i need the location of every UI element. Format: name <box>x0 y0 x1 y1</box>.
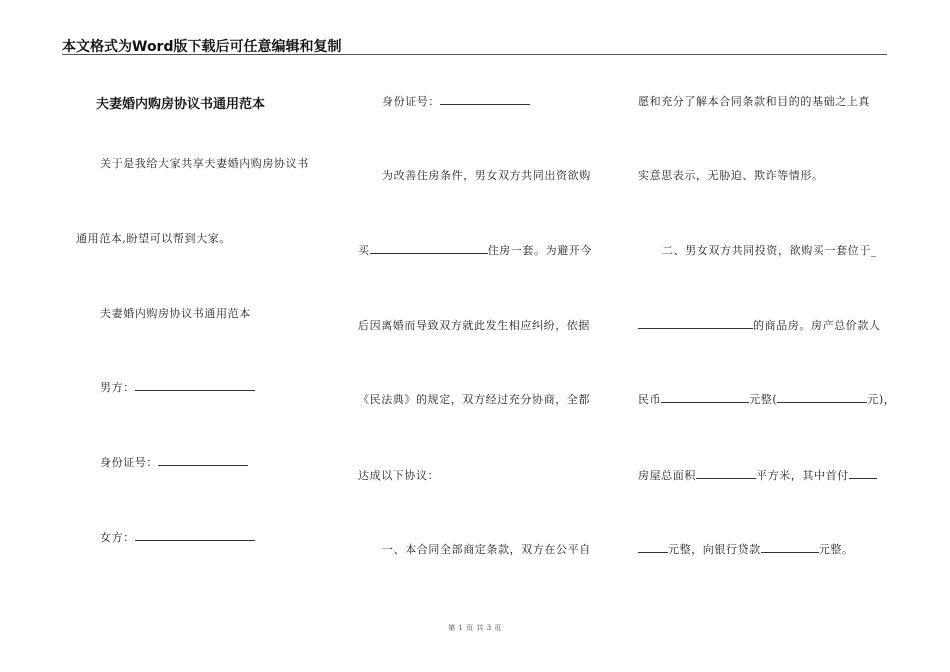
clause-2-line-2 <box>638 317 881 333</box>
para-line-5: 达成以下协议： <box>358 469 440 482</box>
man-id-field <box>100 454 248 470</box>
buy-text: 买 <box>358 244 370 257</box>
down-payment-blank-2 <box>638 542 668 553</box>
woman-id-field <box>382 93 530 109</box>
location-blank <box>638 318 753 329</box>
loan-blank <box>761 542 819 553</box>
man-field <box>100 379 255 395</box>
buy-text-end: 住房一套。为避开今 <box>487 244 593 257</box>
man-id-label: 身份证号： <box>100 456 158 469</box>
price-digit-blank <box>777 392 867 403</box>
clause-1-line-3: 实意思表示，无胁迫、欺诈等情形。 <box>638 169 824 182</box>
man-id-blank <box>158 455 248 466</box>
address-blank <box>370 243 488 254</box>
document-header: 本文格式为Word版下载后可任意编辑和复制 <box>62 39 342 55</box>
header-rule <box>62 54 887 55</box>
subtitle: 夫妻婚内购房协议书通用范本 <box>100 307 251 320</box>
man-blank <box>135 380 255 391</box>
intro-line-2: 通用范本,盼望可以帮到大家。 <box>76 232 231 245</box>
loan-label: 元整，向银行贷款 <box>668 543 761 556</box>
clause-1-start: 一、本合同全部商定条款，双方在公平自 <box>382 543 591 556</box>
area-label: 房屋总面积 <box>638 469 696 482</box>
man-label: 男方： <box>100 381 135 394</box>
woman-label: 女方： <box>100 531 135 544</box>
clause-2-line-1 <box>662 242 877 258</box>
clause-2-line-5 <box>638 541 854 557</box>
clause-2-trailing: _ <box>870 244 877 257</box>
woman-id-blank <box>440 94 530 105</box>
clause-2-text: 二、男女双方共同投资，欲购买一套位于 <box>662 244 871 257</box>
loan-unit: 元整。 <box>818 543 854 556</box>
price-unit: 元整( <box>749 393 778 406</box>
down-payment-blank <box>849 468 877 479</box>
down-payment-label: 平方米，其中首付 <box>756 469 849 482</box>
woman-field <box>100 529 255 545</box>
rmb-label: 民币 <box>638 393 662 406</box>
page-footer: 第 1 页 共 3 页 <box>448 624 502 632</box>
area-blank <box>696 468 756 479</box>
property-text: 的商品房。房产总价款人 <box>753 319 881 332</box>
clause-2-line-3 <box>638 391 895 407</box>
para-line-2 <box>358 242 592 258</box>
woman-id-label: 身份证号： <box>382 95 440 108</box>
intro-line-1: 关于是我给大家共享夫妻婚内购房协议书 <box>100 157 309 170</box>
woman-blank <box>135 530 255 541</box>
price-close: 元)， <box>867 393 896 406</box>
price-blank <box>661 392 749 403</box>
clause-2-line-4 <box>638 467 877 483</box>
para-line-4: 《民法典》的规定，双方经过充分协商，全都 <box>358 393 590 406</box>
para-line-1: 为改善住房条件，男女双方共同出资欲购 <box>382 169 591 182</box>
clause-1-line-2: 愿和充分了解本合同条款和目的的基础之上真 <box>638 95 870 108</box>
para-line-3: 后因离婚而导致双方就此发生相应纠纷，依据 <box>358 319 590 332</box>
document-title: 夫妻婚内购房协议书通用范本 <box>96 97 266 112</box>
